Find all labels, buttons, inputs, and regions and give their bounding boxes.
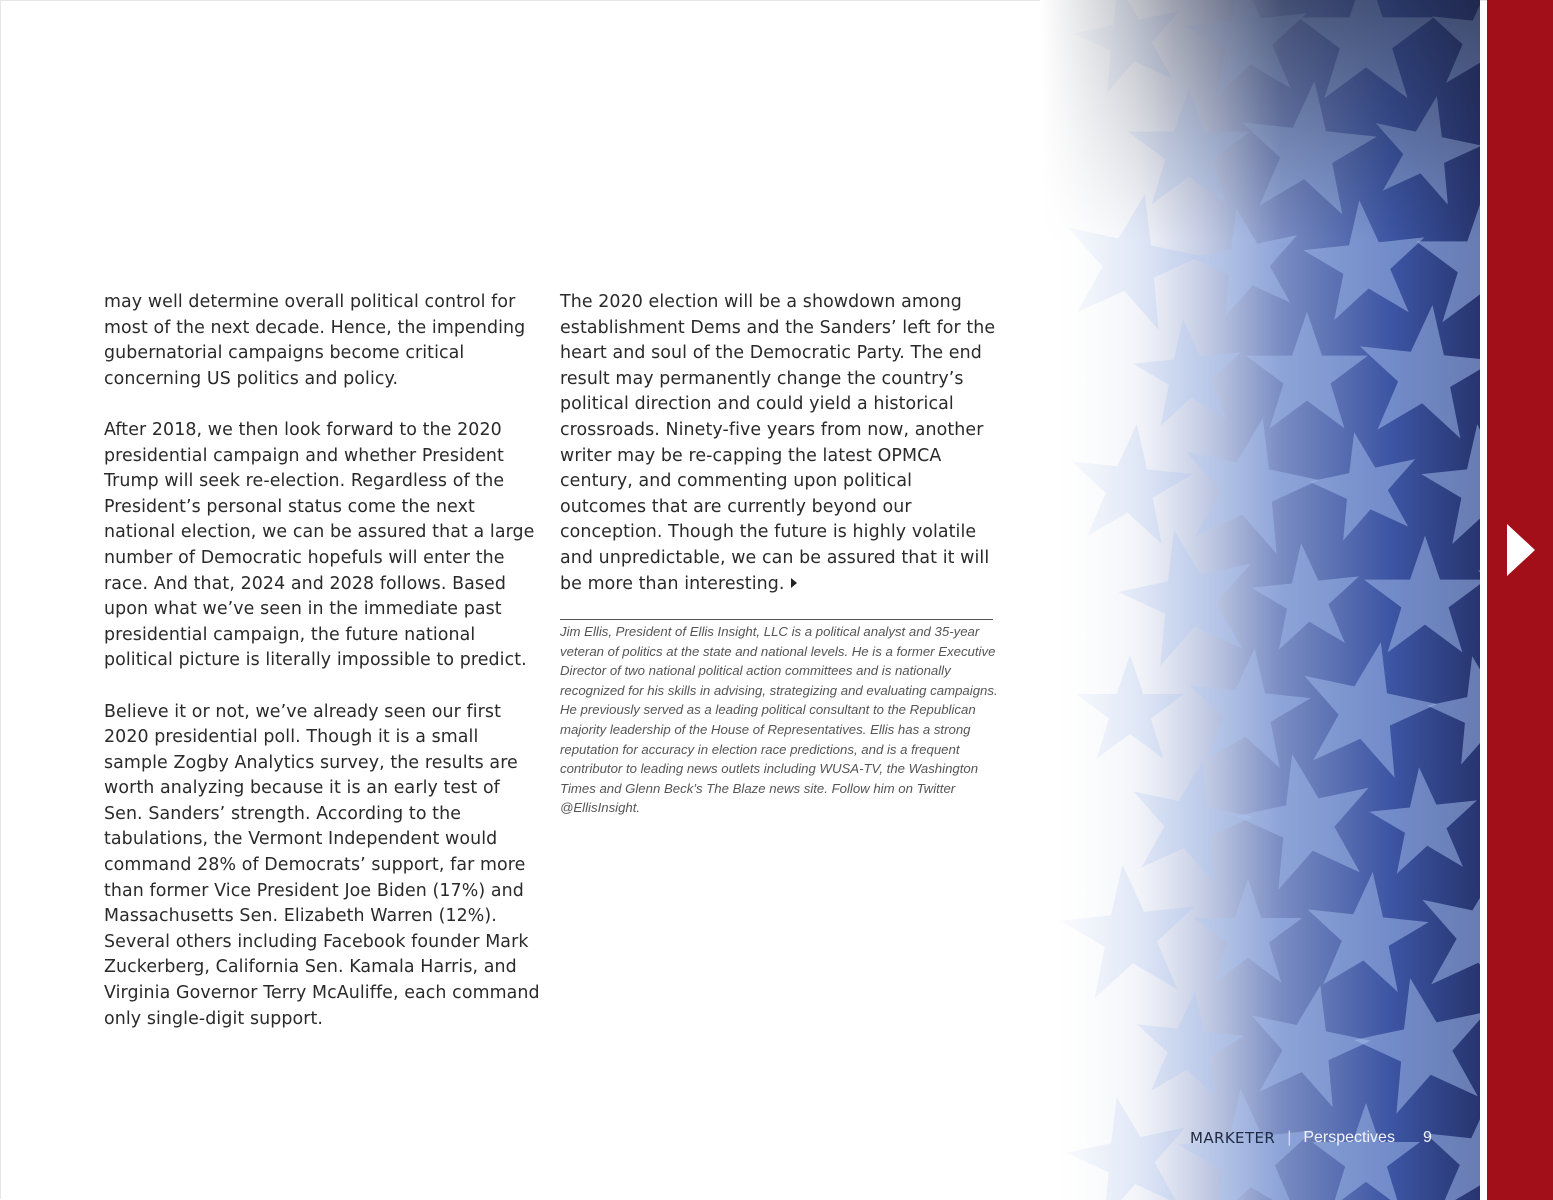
bio-divider <box>560 619 993 620</box>
page-number: 9 <box>1422 1129 1432 1146</box>
end-of-article-triangle-icon <box>791 578 797 588</box>
author-bio: Jim Ellis, President of Ellis Insight, LLC is a political analyst and 35-year veteran of politics at the state and national levels. He is a former Executive Director of two national political action committees and is nationally recognized for his skills in advising, strategizing and evaluating campaigns. He previously served as a leading political consultant to the Republican majority leadership of the House of Representatives. Ellis has a strong reputation for accuracy in election race predictions, and is a frequent contributor to leading news outlets including WUSA-TV, the Washington Times and Glenn Beck’s The Blaze news site. Follow him on Twitter @EllisInsight. <box>560 624 998 816</box>
paragraph: After 2018, we then look forward to the 2020 presidential campaign and whether President Trump will seek re-election. Regardless of the President’s personal status come the next national election, we can be assured that a large number of Democratic hopefuls will enter the race. And that, 2024 and 2028 follows. Based upon what we’ve seen in the immediate past presidential campaign, the future national political picture is literally impossible to predict. <box>104 419 535 671</box>
section-name: Perspectives <box>1303 1129 1395 1146</box>
next-page-arrow-icon[interactable] <box>1507 524 1535 576</box>
stars-background <box>1040 0 1480 1200</box>
red-side-bar <box>1487 0 1553 1200</box>
article-left-column <box>104 290 544 1058</box>
page-footer <box>1190 1128 1432 1148</box>
paragraph: may well determine overall political control for most of the next decade. Hence, the impending gubernatorial campaigns become critical concerning US politics and policy. <box>104 292 526 389</box>
footer-separator: | <box>1287 1129 1292 1146</box>
paragraph: Believe it or not, we’ve already seen our first 2020 presidential poll. Though it is a small sample Zogby Analytics survey, the results are worth analyzing because it is an early test of Sen. Sanders’ strength. According to the tabulations, the Vermont Independent would command 28% of Democrats’ support, far more than former Vice President Joe Biden (17%) and Massachusetts Sen. Elizabeth Warren (12%). Several others including Facebook founder Mark Zuckerberg, California Sen. Kamala Harris, and Virginia Governor Terry McAuliffe, each command only single-digit support. <box>104 701 540 1029</box>
stars-pattern-graphic <box>1040 0 1480 1200</box>
paragraph <box>560 290 996 597</box>
brand-logo: MARKETER <box>1190 1129 1276 1147</box>
paragraph-text: The 2020 election will be a showdown among establishment Dems and the Sanders’ left for the heart and soul of the Democratic Party. The end result may permanently change the country’s political direction and could yield a historical crossroads. Ninety-five years from now, another writer may be re-capping the latest OPMCA century, and commenting upon political outcomes that are currently beyond our conception. Though the future is highly volatile and unpredictable, we can be assured that it will be more than interesting. <box>560 292 996 594</box>
article-right-column <box>560 290 996 623</box>
